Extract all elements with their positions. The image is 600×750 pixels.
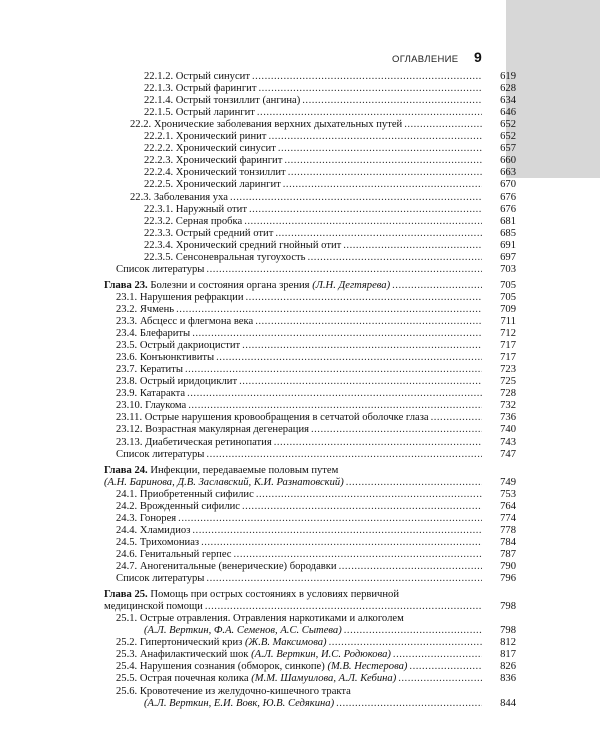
- toc-row: [0, 501, 600, 513]
- toc-entry-text: 23.9. Катаракта: [116, 388, 186, 400]
- running-head-title: ОГЛАВЛЕНИЕ: [392, 54, 459, 65]
- toc-row: [0, 240, 600, 252]
- toc-entry-text: 23.5. Острый дакриоцистит: [116, 340, 241, 352]
- toc-entry: [144, 216, 484, 228]
- toc-row: [0, 95, 600, 107]
- dot-leader: [242, 340, 482, 352]
- toc-row: [0, 131, 600, 143]
- toc-entry: [116, 437, 484, 449]
- toc-chapter-row: [0, 465, 600, 477]
- toc-row: [0, 292, 600, 304]
- toc-entry-text: 22.2. Хронические заболевания верхних дыхательных путей: [130, 119, 403, 131]
- dot-leader: [257, 107, 482, 119]
- toc-entry: [116, 686, 351, 698]
- toc-entry: [144, 107, 484, 119]
- toc-entry: [116, 489, 484, 501]
- toc-entry: [144, 698, 484, 710]
- dot-leader: [398, 673, 482, 685]
- toc-row: [0, 228, 600, 240]
- toc-entry-text: 25.6. Кровотечение из желудочно-кишечного тракта: [116, 685, 351, 697]
- toc-row: [0, 216, 600, 228]
- toc-entry: [144, 71, 484, 83]
- dot-leader: [246, 292, 482, 304]
- toc-page-number: 660: [500, 155, 516, 167]
- toc-entry-text: 22.3.5. Сенсоневральная тугоухость: [144, 251, 306, 263]
- toc-row: [0, 179, 600, 191]
- toc-row: [0, 549, 600, 561]
- toc-entry: [116, 400, 484, 412]
- toc-row: [0, 328, 600, 340]
- toc-entry-text: 22.1.3. Острый фарингит: [144, 83, 257, 95]
- chapter-label: Глава 23.: [104, 279, 148, 291]
- toc-page-number: 778: [500, 524, 516, 536]
- toc-row: [0, 119, 600, 131]
- toc-entry: [116, 661, 484, 673]
- dot-leader: [274, 437, 482, 449]
- toc-entry: [144, 155, 484, 167]
- dot-leader: [205, 601, 482, 613]
- toc-entry: [144, 252, 484, 264]
- toc-page-number: 703: [500, 263, 516, 275]
- toc-entry: [116, 561, 484, 573]
- toc-entry: [116, 292, 484, 304]
- toc-entry-text: 22.2.3. Хронический фарингит: [144, 155, 283, 167]
- toc-row: [0, 143, 600, 155]
- toc-entry-text: 24.7. Аногенитальные (венерические) бородавки: [116, 561, 337, 572]
- dot-leader: [244, 216, 482, 228]
- toc-page-number: 787: [500, 548, 516, 560]
- toc-page-number: 705: [500, 291, 516, 303]
- authors: (Ж.В. Максимова): [244, 637, 327, 649]
- toc-page-number: 743: [500, 436, 516, 448]
- dot-leader: [339, 561, 482, 573]
- toc-entry-text: 25.3. Анафилактический шок (А.Л. Верткин, И.С. Родюкова): [116, 649, 391, 661]
- toc-entry: [144, 179, 484, 191]
- toc-entry-text: 22.3.1. Наружный отит: [144, 203, 247, 215]
- toc-row: [0, 649, 600, 661]
- toc-row: [0, 686, 600, 698]
- dot-leader: [249, 204, 482, 216]
- toc-row: [0, 573, 600, 585]
- toc-entry: [144, 228, 484, 240]
- toc-row: [0, 316, 600, 328]
- toc-entry: [116, 264, 484, 276]
- authors: (Л.Н. Дегтярева): [312, 279, 391, 291]
- chapter-label: Глава 25.: [104, 589, 148, 601]
- toc-page-number: 709: [500, 303, 516, 315]
- toc-entry-text: [144, 698, 334, 710]
- toc-entry-text: 23.11. Острые нарушения кровообращения в сетчатой оболочке глаза: [116, 412, 429, 424]
- toc-row: [0, 264, 600, 276]
- toc-entry-text: Список литературы: [116, 448, 205, 460]
- toc-entry-text: 22.1.4. Острый тонзиллит (ангина): [144, 95, 301, 107]
- toc-row: [0, 613, 600, 625]
- toc-row: [0, 376, 600, 388]
- toc-page-number: 652: [500, 131, 516, 143]
- dot-leader: [216, 352, 482, 364]
- toc-entry-text: 23.12. Возрастная макулярная дегенерация: [116, 424, 309, 436]
- toc-row: [0, 364, 600, 376]
- dot-leader: [258, 83, 482, 95]
- toc-page-number: 717: [500, 340, 516, 352]
- toc-entry: [144, 204, 484, 216]
- toc-page-number: 796: [500, 573, 516, 585]
- toc-entry-text: 24.3. Гонорея: [116, 512, 177, 524]
- dot-leader: [393, 649, 482, 661]
- toc-entry-text: 22.2.4. Хронический тонзиллит: [144, 167, 286, 179]
- dot-leader: [283, 179, 482, 191]
- toc-entry: [116, 364, 484, 376]
- toc-page-number: 836: [500, 673, 516, 685]
- toc-page-number: 652: [500, 119, 516, 131]
- toc-entry: [116, 525, 484, 537]
- toc-entry: [116, 449, 484, 461]
- dot-leader: [346, 477, 482, 489]
- toc-page-number: 790: [500, 561, 516, 572]
- toc-entry-text: 22.2.2. Хронический синусит: [144, 143, 276, 155]
- dot-leader: [268, 131, 482, 143]
- dot-leader: [234, 549, 482, 561]
- toc-page-number: 844: [500, 697, 516, 709]
- toc-page-number: 732: [500, 400, 516, 412]
- dot-leader: [431, 412, 482, 424]
- authors: (А.Л. Верткин, И.С. Родюкова): [251, 649, 391, 661]
- toc-row: [0, 352, 600, 364]
- toc-row: [0, 513, 600, 525]
- toc-entry-text: 24.5. Трихомониаз: [116, 536, 200, 548]
- toc-page-number: 764: [500, 500, 516, 512]
- toc-entry: [116, 501, 484, 513]
- authors: (А.Л. Верткин, Е.И. Вовк, Ю.В. Седякина): [144, 697, 335, 709]
- toc-entry-text: 23.2. Ячмень: [116, 303, 175, 315]
- toc-entry-text: медицинской помощи: [104, 601, 203, 613]
- authors: (М.М. Шамуилова, А.Л. Кебина): [251, 673, 397, 685]
- toc-entry-text: Глава 25. Помощь при острых состояниях в условиях первичной: [104, 589, 400, 601]
- toc-entry: [104, 601, 484, 613]
- dot-leader: [409, 661, 482, 673]
- dot-leader: [255, 316, 482, 328]
- toc-page-number: 736: [500, 412, 516, 424]
- toc-page-number: 826: [500, 661, 516, 673]
- toc-row: [0, 107, 600, 119]
- dot-leader: [230, 192, 482, 204]
- toc-page-number: 657: [500, 143, 516, 155]
- authors: (А.Н. Баринова, Д.В. Заславский, К.И. Разнатовский): [104, 476, 344, 488]
- toc-page-number: 725: [500, 376, 516, 388]
- toc-row: [0, 167, 600, 179]
- toc-page-number: 676: [500, 191, 516, 203]
- toc-entry-text: 22.2.1. Хронический ринит: [144, 131, 267, 143]
- dot-leader: [336, 698, 482, 710]
- toc-row: [0, 637, 600, 649]
- toc-page-number: 712: [500, 328, 516, 340]
- toc-entry-text: 25.5. Острая почечная колика (М.М. Шамуилова, А.Л. Кебина): [116, 673, 397, 685]
- toc-row: [0, 561, 600, 573]
- toc-page-number: 619: [500, 71, 516, 82]
- toc-entry-text: 25.4. Нарушения сознания (обморок, синкопе) (М.В. Нестерова): [116, 661, 408, 673]
- toc-entry-text: 22.1.2. Острый синусит: [144, 71, 250, 82]
- toc-entry: [144, 625, 484, 637]
- dot-leader: [404, 119, 482, 131]
- dot-leader: [192, 328, 482, 340]
- toc-entry-text: 23.3. Абсцесс и флегмона века: [116, 316, 254, 327]
- toc-entry: [116, 537, 484, 549]
- dot-leader: [329, 637, 482, 649]
- page-number: 9: [474, 49, 482, 65]
- toc-entry-text: 25.1. Острые отравления. Отравления наркотиками и алкоголем: [116, 613, 404, 625]
- toc-row: [0, 71, 600, 83]
- toc-entry-text: 22.3.4. Хронический средний гнойный отит: [144, 239, 342, 251]
- toc-page-number: 749: [500, 476, 516, 488]
- dot-leader: [288, 167, 482, 179]
- toc-entry: [116, 513, 484, 525]
- toc-entry: [116, 340, 484, 352]
- toc-entry: [104, 280, 484, 292]
- dot-leader: [252, 71, 482, 83]
- toc-page-number: 728: [500, 388, 516, 400]
- dot-leader: [302, 95, 482, 107]
- toc-entry: [104, 465, 338, 477]
- toc-entry: [116, 388, 484, 400]
- toc-entry-text: [104, 477, 344, 489]
- toc-row: [0, 601, 600, 613]
- toc-entry: [116, 316, 484, 328]
- toc-page-number: 628: [500, 83, 516, 95]
- toc-row: [0, 437, 600, 449]
- toc-entry-text: [144, 625, 342, 637]
- dot-leader: [176, 304, 482, 316]
- toc-entry: [116, 649, 484, 661]
- toc-row: [0, 83, 600, 95]
- toc-row: [0, 412, 600, 424]
- toc-row: [0, 525, 600, 537]
- dot-leader: [192, 525, 482, 537]
- toc-entry: [130, 119, 484, 131]
- toc-entry-text: 23.6. Конъюнктивиты: [116, 352, 215, 364]
- toc-page-number: 691: [500, 239, 516, 251]
- toc-entry-text: Глава 23. Болезни и состояния органа зрения (Л.Н. Дегтярева): [104, 279, 391, 291]
- authors: (А.Л. Верткин, Ф.А. Семенов, А.С. Сытева): [144, 625, 342, 637]
- toc-page-number: 817: [500, 649, 516, 661]
- toc-row: [0, 449, 600, 461]
- authors: (М.В. Нестерова): [327, 661, 408, 673]
- toc-page-number: 740: [500, 424, 516, 436]
- toc-entry: [144, 167, 484, 179]
- toc-entry-text: 23.13. Диабетическая ретинопатия: [116, 436, 272, 448]
- toc-entry-text: 24.2. Врожденный сифилис: [116, 500, 240, 512]
- dot-leader: [256, 489, 482, 501]
- toc-entry: [144, 83, 484, 95]
- toc-row: [0, 424, 600, 436]
- dot-leader: [308, 252, 483, 264]
- toc-page-number: 681: [500, 215, 516, 227]
- toc-page-number: 670: [500, 179, 516, 191]
- dot-leader: [284, 155, 482, 167]
- toc-entry-text: 22.2.5. Хронический ларингит: [144, 179, 281, 191]
- toc-entry: [116, 549, 484, 561]
- dot-leader: [206, 573, 482, 585]
- toc-row: [0, 155, 600, 167]
- toc-entry: [104, 477, 484, 489]
- toc-page-number: 798: [500, 625, 516, 637]
- toc-page-number: 723: [500, 364, 516, 376]
- toc-entry-text: 22.3.2. Серная пробка: [144, 215, 243, 227]
- toc-page-number: 798: [500, 601, 516, 613]
- toc-page-number: 812: [500, 637, 516, 649]
- toc-entry-text: 22.1.5. Острый ларингит: [144, 107, 255, 119]
- dot-leader: [242, 501, 482, 513]
- toc-entry: [116, 352, 484, 364]
- toc-row: [0, 625, 600, 637]
- dot-leader: [178, 513, 482, 525]
- toc-page-number: 711: [500, 316, 516, 327]
- toc-entry: [116, 412, 484, 424]
- toc-row: [0, 673, 600, 685]
- toc-page-number: 634: [500, 95, 516, 107]
- toc-entry: [130, 192, 484, 204]
- dot-leader: [188, 400, 482, 412]
- toc-row: [0, 388, 600, 400]
- toc-page-number: 663: [500, 167, 516, 179]
- dot-leader: [278, 143, 482, 155]
- toc-page-number: 697: [500, 251, 516, 263]
- dot-leader: [311, 424, 482, 436]
- dot-leader: [392, 280, 482, 292]
- toc-entry-text: Список литературы: [116, 263, 205, 275]
- toc-page-number: 753: [500, 488, 516, 500]
- toc-entry-text: 24.1. Приобретенный сифилис: [116, 488, 254, 500]
- toc-entry-text: 24.6. Генитальный герпес: [116, 548, 232, 560]
- dot-leader: [201, 537, 482, 549]
- toc-page-number: 676: [500, 203, 516, 215]
- toc-entry-text: 22.3. Заболевания уха: [130, 191, 228, 203]
- toc-entry: [144, 240, 484, 252]
- toc-page-number: 784: [500, 536, 516, 548]
- toc-entry: [116, 328, 484, 340]
- toc-row: [0, 477, 600, 489]
- toc-page-number: 717: [500, 352, 516, 364]
- toc-row: [0, 661, 600, 673]
- toc-page-number: 705: [500, 279, 516, 291]
- toc-entry: [116, 637, 484, 649]
- toc-page-number: 774: [500, 512, 516, 524]
- dot-leader: [275, 228, 482, 240]
- dot-leader: [343, 240, 482, 252]
- toc-entry: [116, 573, 484, 585]
- toc-chapter-row: [0, 280, 600, 292]
- toc-row: [0, 192, 600, 204]
- toc-row: [0, 252, 600, 264]
- toc-row: [0, 304, 600, 316]
- toc-entry-text: 23.7. Кератиты: [116, 364, 183, 376]
- toc-entry: [116, 376, 484, 388]
- toc-page-number: 646: [500, 107, 516, 119]
- toc-entry: [144, 131, 484, 143]
- toc-entry: [116, 673, 484, 685]
- dot-leader: [239, 376, 482, 388]
- toc-entry: [144, 143, 484, 155]
- toc-entry-text: Список литературы: [116, 573, 205, 585]
- toc-page-number: 747: [500, 448, 516, 460]
- toc-row: [0, 204, 600, 216]
- toc-row: [0, 400, 600, 412]
- toc-entry-text: Глава 24. Инфекции, передаваемые половым путем: [104, 464, 339, 476]
- toc-entry: [144, 95, 484, 107]
- dot-leader: [187, 388, 482, 400]
- toc-entry: [116, 304, 484, 316]
- toc-entry-text: 23.8. Острый иридоциклит: [116, 376, 238, 388]
- toc-row: [0, 340, 600, 352]
- toc-chapter-row: [0, 589, 600, 601]
- toc-entry-text: 24.4. Хламидиоз: [116, 524, 191, 536]
- toc-entry-text: 22.3.3. Острый средний отит: [144, 227, 274, 239]
- toc-row: [0, 537, 600, 549]
- toc-entry-text: 25.2. Гипертонический криз (Ж.В. Максимова): [116, 637, 327, 649]
- dot-leader: [206, 264, 482, 276]
- toc-page-number: 685: [500, 227, 516, 239]
- toc-entry-text: 23.1. Нарушения рефракции: [116, 291, 244, 303]
- toc-entry: [116, 613, 404, 625]
- chapter-label: Глава 24.: [104, 464, 148, 476]
- toc-entry-text: 23.4. Блефариты: [116, 328, 191, 340]
- dot-leader: [185, 364, 482, 376]
- toc-entry-text: 23.10. Глаукома: [116, 400, 187, 412]
- dot-leader: [344, 625, 482, 637]
- running-head: [0, 50, 600, 70]
- toc-row: [0, 489, 600, 501]
- dot-leader: [206, 449, 482, 461]
- toc-entry: [104, 589, 399, 601]
- toc-entry: [116, 424, 484, 436]
- toc-row: [0, 698, 600, 710]
